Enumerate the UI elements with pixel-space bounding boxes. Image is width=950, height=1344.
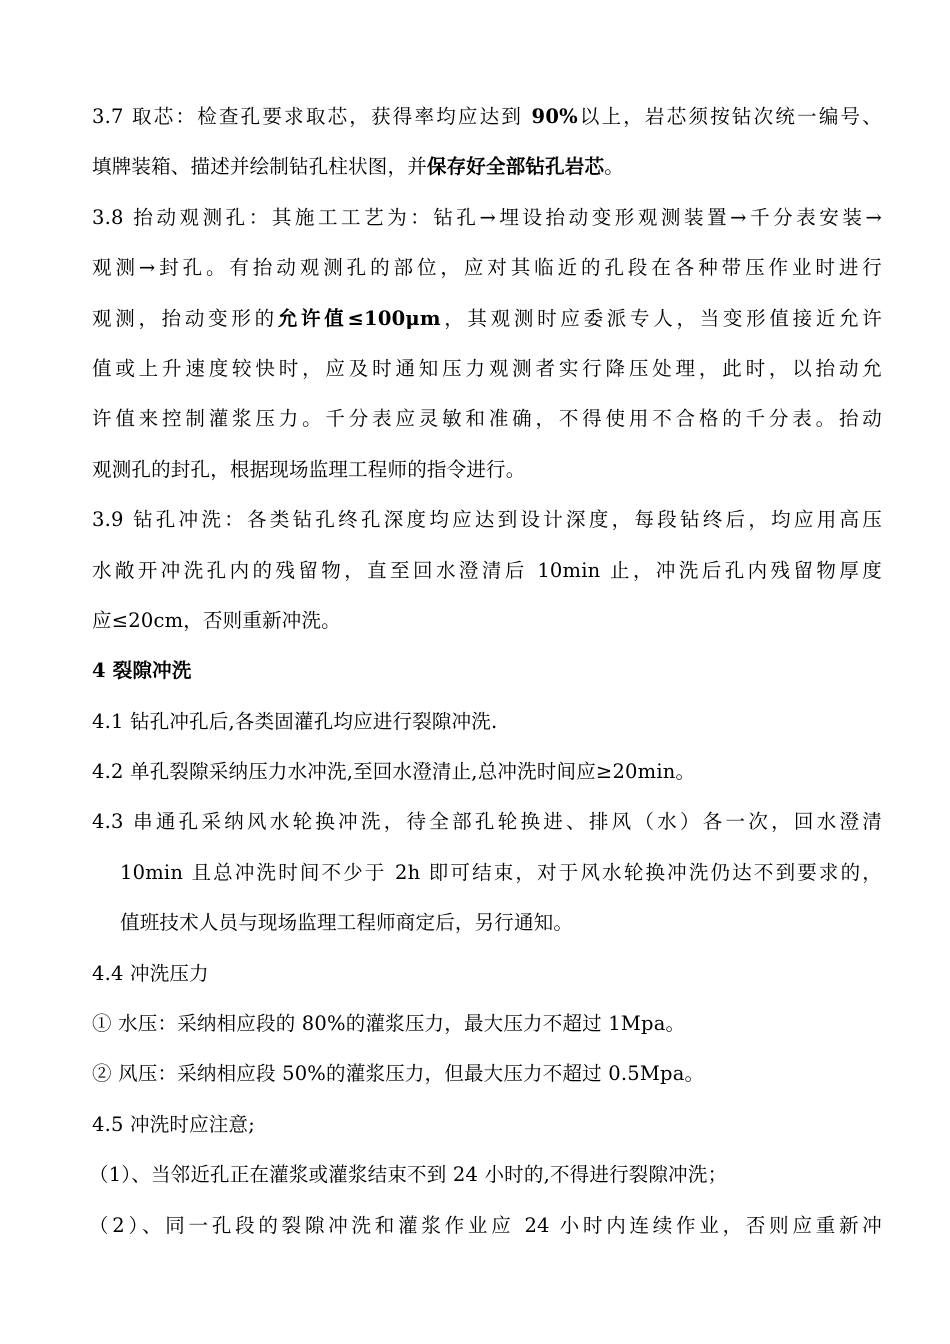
paragraph-4-3-line-3: 值班技术人员与现场监理工程师商定后，另行通知。 [120, 911, 574, 935]
paragraph-4-5-item-1: （1）、当邻近孔正在灌浆或灌浆结束不到 24 小时的,不得进行裂隙冲洗； [89, 1163, 728, 1187]
bold-percentage: 90% [531, 105, 578, 128]
section-3-8-line-1: 3.8 抬动观测孔：其施工工艺为：钻孔→埋设抬动变形观测装置→千分表安装→ [92, 205, 882, 229]
paragraph-4-4-item-1: ① 水压：采纳相应段的 80%的灌浆压力，最大压力不超过 1Mpa。 [92, 1012, 686, 1036]
section-4-heading: 4 裂隙冲洗 [92, 659, 192, 683]
section-3-8-line-5: 许值来控制灌浆压力。千分表应灵敏和准确，不得使用不合格的千分表。抬动 [92, 407, 882, 431]
text-run: 3.7 取芯：检查孔要求取芯，获得率均应达到 [92, 105, 532, 128]
section-3-7-line-2 [92, 142, 882, 192]
text-run: ，其观测时应委派专人，当变形值接近允许 [440, 306, 882, 330]
section-3-7-line-1 [92, 92, 882, 142]
paragraph-4-5-item-2: （2）、同一孔段的裂隙冲洗和灌浆作业应 24 小时内连续作业，否则应重新冲 [89, 1213, 882, 1237]
paragraph-4-2: 4.2 单孔裂隙采纳压力水冲洗,至回水澄清止,总冲洗时间应≥20min。 [92, 760, 696, 784]
section-3-8-line-3 [92, 294, 882, 344]
section-3-9-line-3: 应≤20cm，否则重新冲洗。 [92, 608, 341, 632]
text-run: 以上，岩芯须按钻次统一编号、 [577, 105, 882, 128]
section-3-9-line-1: 3.9 钻孔冲洗：各类钻孔终孔深度均应达到设计深度，每段钻终后，均应用高压 [92, 508, 882, 532]
paragraph-4-4: 4.4 冲洗压力 [92, 961, 209, 985]
paragraph-4-5: 4.5 冲洗时应注意; [92, 1112, 255, 1136]
section-3-9-line-2: 水敞开冲洗孔内的残留物，直至回水澄清后 10min 止，冲洗后孔内残留物厚度 [92, 558, 882, 582]
document-page [89, 92, 882, 1251]
text-run: 。 [604, 155, 624, 179]
paragraph-4-1: 4.1 钻孔冲孔后,各类固灌孔均应进行裂隙冲洗. [92, 709, 498, 733]
section-3-8-line-4: 值或上升速度较快时，应及时通知压力观测者实行降压处理，此时，以抬动允 [92, 356, 882, 380]
paragraph-4-3-line-2: 10min 且总冲洗时间不少于 2h 即可结束，对于风水轮换冲洗仍达不到要求的， [120, 860, 882, 884]
text-run: 观测，抬动变形的 [92, 306, 278, 330]
bold-phrase: 保存好全部钻孔岩芯 [426, 155, 605, 179]
section-3-8-line-6: 观测孔的封孔，根据现场监理工程师的指令进行。 [92, 457, 526, 481]
paragraph-4-3-line-1: 4.3 串通孔采纳风水轮换冲洗，待全部孔轮换进、排风（水）各一次，回水澄清 [92, 810, 882, 834]
paragraph-4-4-item-2: ② 风压：采纳相应段 50%的灌浆压力，但最大压力不超过 0.5Mpa。 [92, 1062, 705, 1086]
text-run: 填牌装箱、描述并绘制钻孔柱状图，并 [92, 155, 427, 179]
section-3-8-line-2: 观测→封孔。有抬动观测孔的部位，应对其临近的孔段在各种带压作业时进行 [92, 256, 882, 280]
bold-allowance-value: 允许值≤100μm [277, 306, 441, 330]
